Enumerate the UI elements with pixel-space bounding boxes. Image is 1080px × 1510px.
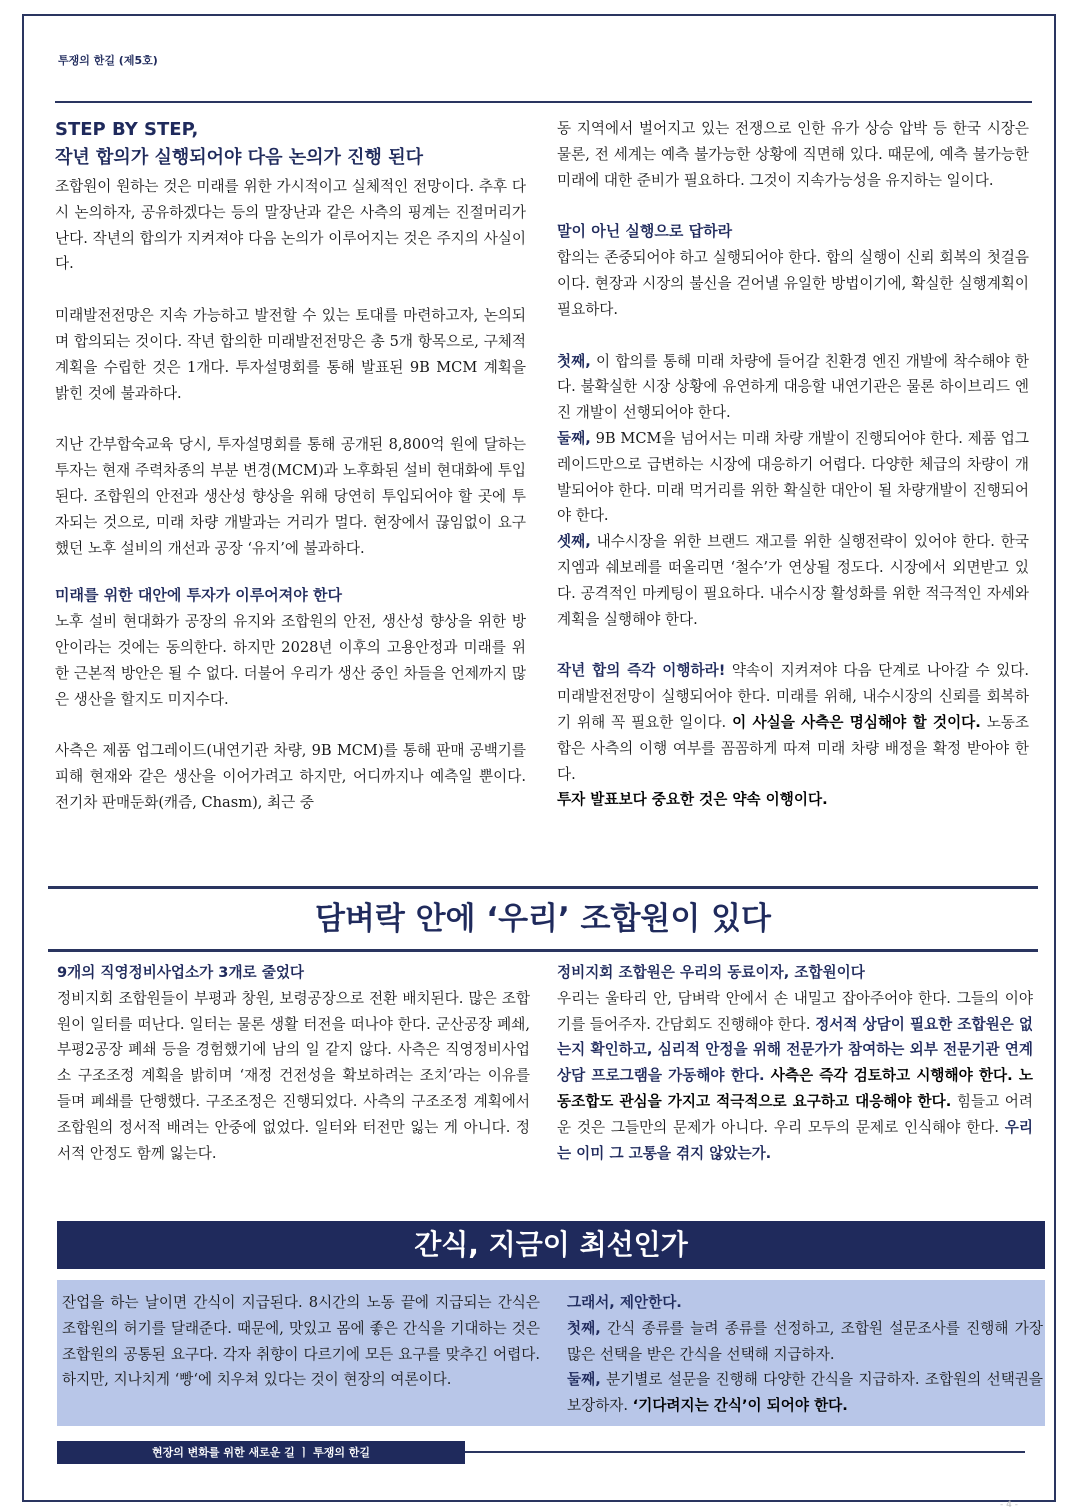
second-text: 9B MCM을 넘어서는 미래 차량 개발이 진행되어야 한다. 제품 업그레이드만으로 급변하는 시장에 대응하기 어렵다. 다양한 체급의 차량이 개발되어야 한다. 미래 먹거리를 위한 확실한 대안이 될 차량개발이 진행되어야 한다. (557, 429, 1029, 525)
right-paragraph-2: 합의는 존중되어야 하고 실행되어야 한다. 합의 실행이 신뢰 회복의 첫걸음이다. 현장과 시장의 불신을 걷어낼 유일한 방법이기에, 확실한 실행계획이 필요하다. (557, 249, 1029, 318)
section2-left (57, 960, 530, 1166)
left-paragraph-3: 지난 간부합숙교육 당시, 투자설명회를 통해 공개된 8,800억 원에 달하는 투자는 현재 주력차종의 부분 변경(MCM)과 노후화된 설비 현대화에 투입된다. 조합원의 안전과 생산성 향상을 위해 당연히 투입되어야 할 곳에 투자되는 것으로, 미래 차량 개발과는 거리가 멀다. 현장에서 끊임없이 요구했던 노후 설비의 개선과 공장 ‘유지’에 불과하다. (55, 436, 526, 557)
header-rule (55, 101, 1032, 103)
left-paragraph-1: 조합원이 원하는 것은 미래를 위한 가시적이고 실체적인 전망이다. 추후 다시 논의하자, 공유하겠다는 등의 말장난과 같은 사측의 핑계는 진절머리가 난다. 작년의 합의가 지켜져야 다음 논의가 이루어지는 것은 주지의 사실이다. (55, 178, 526, 273)
closing-bold-1: 작년 합의 즉각 이행하라! (557, 662, 726, 680)
third-text: 내수시장을 위한 브랜드 재고를 위한 실행전략이 있어야 한다. 한국지엠과 쉐보레를 떠올리면 ‘철수’가 연상될 정도다. 시장에서 외면받고 있다. 공격적인 마케팅이 필요하다. 내수시장 활성화를 위한 적극적인 자세와 계획을 실행해야 한다. (557, 533, 1029, 628)
s2-text-1: 우리는 울타리 안, 담벼락 안에서 손 내밀고 잡아주어야 한다. 그들의 이야기를 들어주자. 간담회도 진행해야 한다. (557, 989, 1033, 1033)
s2-navy-2: 우리는 이미 그 고통을 겪지 않았는가. (557, 1118, 1033, 1162)
s2-text-2: 힘들고 어려운 것은 그들만의 문제가 아니다. 우리 모두의 문제로 인식해야 한다. (557, 1092, 1033, 1136)
right-paragraph-1: 동 지역에서 벌어지고 있는 전쟁으로 인한 유가 상승 압박 등 한국 시장은 물론, 전 세계는 예측 불가능한 상황에 직면해 있다. 때문에, 예측 불가능한 미래에 대한 준비가 필요하다. 그것이 지속가능성을 유지하는 일이다. (557, 120, 1029, 189)
footer-rule (465, 1451, 1025, 1453)
footer-label: 현장의 변화를 위한 새로운 길 ㅣ 투쟁의 한길 (57, 1441, 465, 1464)
section3-second-point (567, 1367, 1043, 1419)
left-title-line1: STEP BY STEP, (55, 119, 199, 140)
section2-left-paragraph: 정비지회 조합원들이 부평과 창원, 보령공장으로 전환 배치된다. 많은 조합원이 일터를 떠난다. 일터는 물론 생활 터전을 떠나야 한다. 군산공장 폐쇄, 부평2공장 폐쇄 등을 경험했기에 남의 일 같지 않다. 사측은 직영정비사업소 구조조정 계획을 밝히며 ‘재정 건전성을 확보하려는 조치’라는 이유를 들며 폐쇄를 단행했다. 구조조정은 진행되었다. 사측의 구조조정 계획에서 조합원의 정서적 배려는 안중에 없었다. 일터와 터전만 잃는 게 아니다. 정서적 안정도 함께 잃는다. (57, 989, 530, 1162)
s2-bold-1: 사측은 즉각 검토하고 시행해야 한다. 노동조합도 관심을 가지고 적극적으로 요구하고 대응해야 한다. (557, 1067, 1034, 1110)
s3-second-bold: ‘기다려지는 간식’이 되어야 한다. (632, 1397, 848, 1415)
closing-text-2: 노동조합은 사측의 이행 여부를 꼼꼼하게 따져 미래 차량 배정을 확정 받아야 한다. (557, 713, 1030, 783)
section2-left-heading: 9개의 직영정비사업소가 3개로 줄었다 (57, 964, 305, 981)
section2-title: 담벼락 안에 ‘우리’ 조합원이 있다 (48, 886, 1038, 952)
section3-left-paragraph: 잔업을 하는 날이면 간식이 지급된다. 8시간의 노동 끝에 지급되는 간식은 조합원의 허기를 달래준다. 때문에, 맛있고 몸에 좋은 간식을 기대하는 것은 조합원의 공통된 요구다. 각자 취향이 다르기에 모든 요구를 맞추긴 어렵다. 하지만, 지나치게 ‘빵‘에 치우쳐 있다는 것이 현장의 여론이다. (62, 1294, 540, 1389)
section2-right-paragraph (557, 986, 1033, 1167)
right-subheading: 말이 아닌 실행으로 답하라 (557, 222, 733, 241)
closing-bold-2: 이 사실을 사측은 명심해야 할 것이다. (732, 713, 981, 731)
second-label: 둘째, (557, 429, 591, 447)
third-label: 셋째, (557, 533, 591, 551)
right-column (557, 116, 1029, 813)
section3-right-heading: 그래서, 제안한다. (567, 1294, 682, 1311)
section2-right-heading: 정비지회 조합원은 우리의 동료이자, 조합원이다 (557, 964, 865, 981)
left-column (55, 116, 526, 816)
right-closing (557, 658, 1029, 787)
section2-right (557, 960, 1033, 1166)
left-paragraph-4: 노후 설비 현대화가 공장의 유지와 조합원의 안전, 생산성 향상을 위한 방안이라는 것에는 동의한다. 하지만 2028년 이후의 고용안정과 미래를 위한 근본적 방안은 될 수 없다. 더불어 우리가 생산 중인 차들을 언제까지 많은 생산을 할지도 미지수다. (55, 613, 526, 708)
closing-text-1: 약속이 지켜져야 다음 단계로 나아갈 수 있다. 미래발전전망이 실행되어야 한다. 미래를 위해, 내수시장의 신뢰를 회복하기 위해 꼭 필요한 일이다. (557, 662, 1030, 731)
section3-right (567, 1290, 1043, 1419)
section3-first-point (567, 1316, 1043, 1368)
s3-first-text: 간식 종류를 늘려 종류를 선정하고, 조합원 설문조사를 진행해 가장 많은 선택을 받은 간식을 선택해 지급하자. (567, 1319, 1043, 1363)
s3-first-label: 첫째, (567, 1319, 601, 1337)
s3-second-label: 둘째, (567, 1371, 601, 1389)
left-title-line2: 작년 합의가 실행되어야 다음 논의가 진행 된다 (55, 147, 423, 168)
right-third-point (557, 529, 1029, 632)
section3-left (62, 1290, 540, 1393)
left-paragraph-2: 미래발전전망은 지속 가능하고 발전할 수 있는 토대를 마련하고자, 논의되며 합의되는 것이다. 작년 합의한 미래발전전망은 총 5개 항목으로, 구체적 계획을 수립한 것은 1개다. 투자설명회를 통해 발표된 9B MCM 계획을 밝힌 것에 불과하다. (55, 307, 526, 402)
right-second-point (557, 426, 1029, 529)
left-subheading: 미래를 위한 대안에 투자가 이루어져야 한다 (55, 586, 342, 605)
right-first-point (557, 349, 1029, 426)
section3-title: 간식, 지금이 최선인가 (57, 1221, 1045, 1269)
page-number: - 4 - (1000, 1500, 1018, 1510)
s3-second-text: 분기별로 설문을 진행해 다양한 간식을 지급하자. 조합원의 선택권을 보장하자. (567, 1371, 1043, 1415)
s2-navy-1: 정서적 상담이 필요한 조합원은 없는지 확인하고, 심리적 안정을 위해 전문가가 참여하는 외부 전문기관 연계 상담 프로그램을 가동해야 한다. (557, 1015, 1033, 1085)
running-header: 투쟁의 한길 (제5호) (58, 54, 158, 67)
first-label: 첫째, (557, 352, 591, 370)
left-paragraph-5: 사측은 제품 업그레이드(내연기관 차량, 9B MCM)를 통해 판매 공백기를 피해 현재와 같은 생산을 이어가려고 하지만, 어디까지나 예측일 뿐이다. 전기차 판매둔화(캐즘, Chasm), 최근 중 (55, 742, 526, 811)
first-text: 이 합의를 통해 미래 차량에 들어갈 친환경 엔진 개발에 착수해야 한다. 불확실한 시장 상황에 유연하게 대응할 내연기관은 물론 하이브리드 엔진 개발이 선행되어야 한다. (557, 352, 1029, 422)
closing-bold-3: 투자 발표보다 중요한 것은 약속 이행이다. (557, 791, 828, 809)
